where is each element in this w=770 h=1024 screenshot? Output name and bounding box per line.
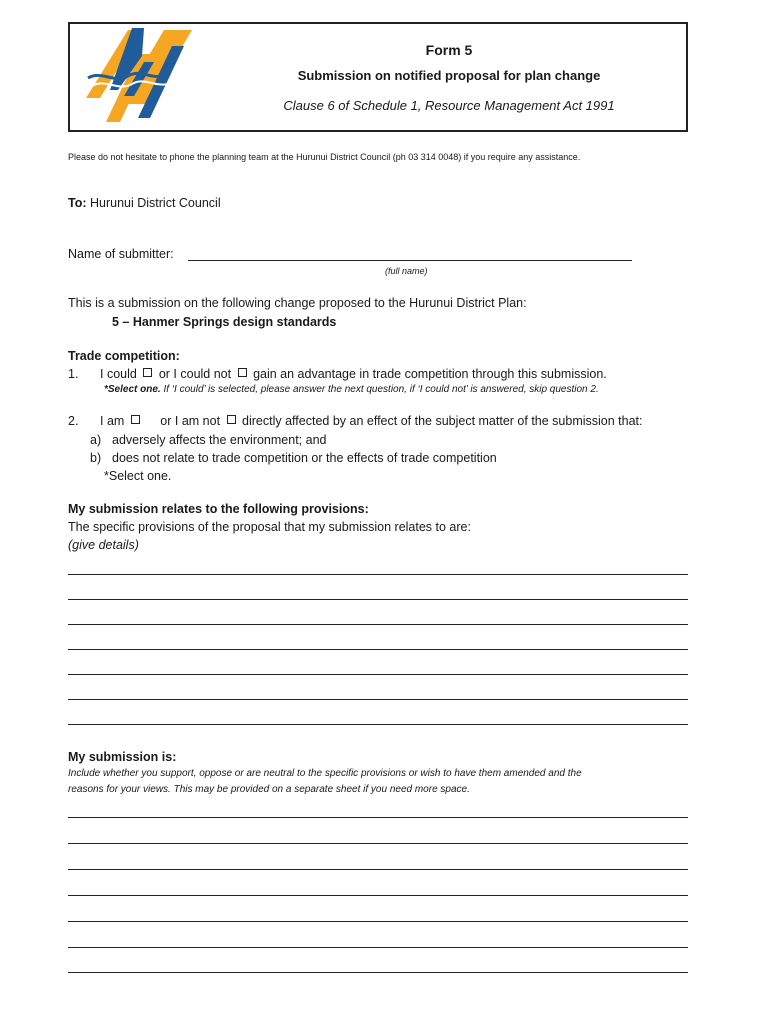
- q2-am-not-checkbox[interactable]: [227, 415, 236, 424]
- provisions-heading: My submission relates to the following provisions:: [68, 502, 369, 516]
- q2-a-label: a): [90, 433, 102, 447]
- submission-line-2[interactable]: [68, 843, 688, 844]
- change-intro: This is a submission on the following change proposed to the Hurunui District Plan:: [68, 296, 527, 310]
- submission-hint-2: reasons for your views. This may be provided on a separate sheet if you need more space.: [68, 784, 470, 795]
- submission-heading: My submission is:: [68, 750, 177, 764]
- q2-am-checkbox[interactable]: [131, 415, 140, 424]
- provisions-text: The specific provisions of the proposal that my submission relates to are:: [68, 520, 471, 534]
- submission-line-3[interactable]: [68, 869, 688, 870]
- provisions-hint: (give details): [68, 538, 139, 552]
- trade-heading: Trade competition:: [68, 349, 180, 363]
- provisions-line-2[interactable]: [68, 599, 688, 600]
- form-clause: Clause 6 of Schedule 1, Resource Management Act 1991: [283, 98, 615, 113]
- q1-opt-a-label: I could: [100, 367, 137, 381]
- q1-opt-b-label: I could not: [173, 367, 232, 381]
- q2-b-label: b): [90, 451, 102, 465]
- q1-note: [104, 384, 599, 395]
- provisions-line-1[interactable]: [68, 574, 688, 575]
- submitter-caption: (full name): [385, 266, 428, 276]
- q2-number: 2.: [68, 414, 79, 428]
- q1-or: or: [158, 367, 170, 381]
- q2-b-text: does not relate to trade competition or the effects of trade competition: [112, 451, 497, 465]
- submitter-name-field[interactable]: [188, 260, 632, 261]
- submission-line-1[interactable]: [68, 817, 688, 818]
- provisions-line-5[interactable]: [68, 674, 688, 675]
- hurunui-district-logo-icon: [80, 26, 200, 128]
- provisions-line-6[interactable]: [68, 699, 688, 700]
- q1-rest: gain an advantage in trade competition through this submission.: [253, 367, 607, 381]
- help-text: Please do not hesitate to phone the planning team at the Hurunui District Council (ph 03 314 0048) if you require any assistance.: [68, 152, 581, 162]
- q2-or: or: [160, 414, 172, 428]
- q2-select-note: *Select one.: [104, 469, 172, 483]
- q2-opt-a-label: I am: [100, 414, 125, 428]
- submitter-label: Name of submitter:: [68, 247, 174, 261]
- to-label: To:: [68, 196, 87, 210]
- q2-opt-b-label: I am not: [174, 414, 221, 428]
- q1-note-rest: If ‘I could’ is selected, please answer the next question, if ‘I could not’ is answered, skip question 2.: [163, 384, 599, 395]
- q1-could-checkbox[interactable]: [143, 368, 152, 377]
- to-line: [68, 196, 221, 210]
- provisions-line-7[interactable]: [68, 724, 688, 725]
- q1-line: [100, 367, 607, 381]
- to-value: Hurunui District Council: [90, 196, 221, 210]
- submission-line-5[interactable]: [68, 921, 688, 922]
- form-title: Submission on notified proposal for plan change: [297, 68, 601, 83]
- submission-line-4[interactable]: [68, 895, 688, 896]
- q1-note-bold: *Select one.: [104, 384, 161, 395]
- submission-line-7[interactable]: [68, 972, 688, 973]
- change-name: 5 – Hanmer Springs design standards: [112, 315, 337, 329]
- q1-number: 1.: [68, 367, 79, 381]
- submission-line-6[interactable]: [68, 947, 688, 948]
- q2-line: [100, 414, 642, 428]
- q2-a-text: adversely affects the environment; and: [112, 433, 327, 447]
- provisions-line-4[interactable]: [68, 649, 688, 650]
- form-number: Form 5: [425, 42, 473, 58]
- q2-rest: directly affected by an effect of the subject matter of the submission that:: [242, 414, 643, 428]
- submission-hint-1: Include whether you support, oppose or are neutral to the specific provisions or wish to have them amended and the: [68, 768, 582, 779]
- q1-could-not-checkbox[interactable]: [238, 368, 247, 377]
- provisions-line-3[interactable]: [68, 624, 688, 625]
